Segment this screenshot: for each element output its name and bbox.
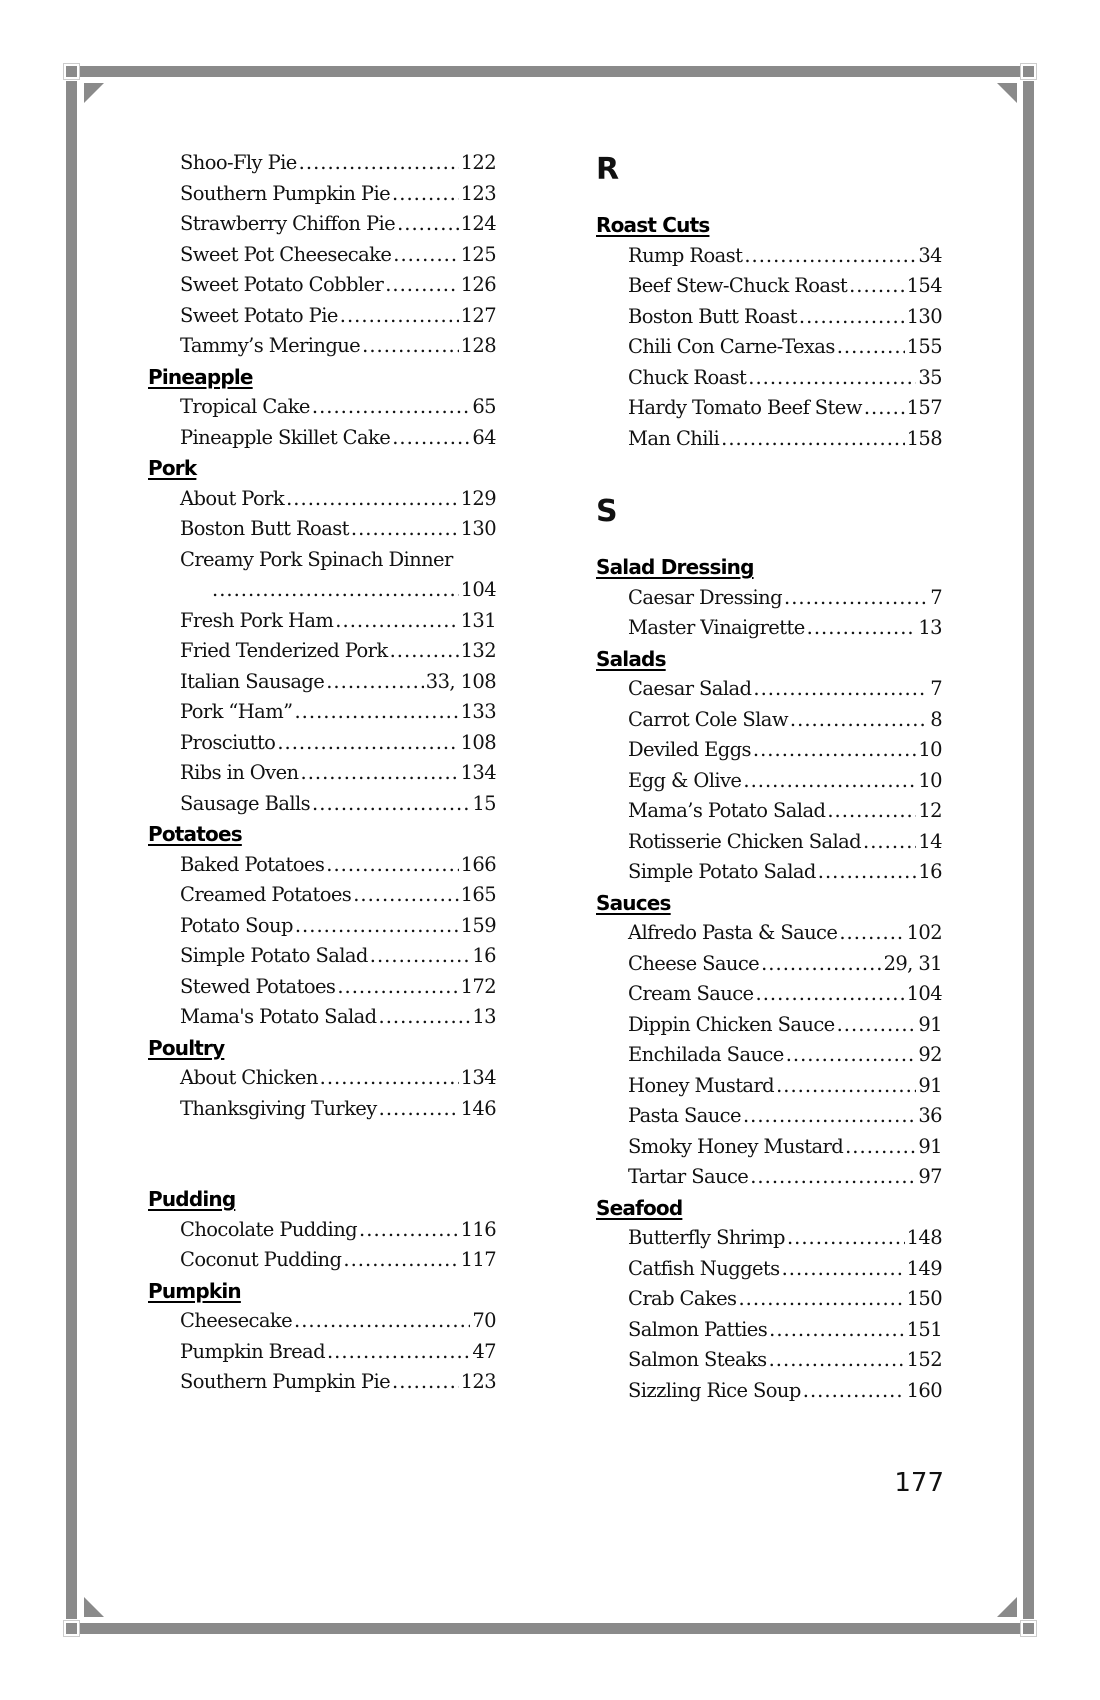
index-entry [148, 911, 496, 942]
entry-page: 117 [460, 1248, 496, 1271]
index-entry [148, 423, 496, 454]
entry-page: 125 [460, 242, 496, 266]
dot-leader [327, 1337, 470, 1367]
entry-name: Tartar Sauce [628, 1165, 749, 1188]
entry-page: 154 [906, 274, 942, 297]
entry-name: Deviled Eggs [628, 738, 751, 761]
index-entry [148, 270, 496, 301]
index-entry [148, 606, 496, 637]
dot-leader [753, 735, 916, 765]
dot-leader [385, 270, 458, 300]
index-entry [148, 972, 496, 1003]
category-heading-poultry: Poultry [148, 1035, 225, 1060]
index-entry [148, 1306, 496, 1337]
index-entry [148, 484, 496, 515]
index-entry [148, 545, 496, 606]
dot-leader [359, 1215, 459, 1245]
entry-page: 15 [472, 791, 496, 815]
entry-page: 108 [460, 730, 496, 754]
entry-page: 157 [906, 396, 942, 419]
entry-page: 12 [918, 799, 942, 822]
dot-leader [343, 1245, 458, 1275]
entry-name: Boston Butt Roast [628, 304, 797, 328]
index-entry [596, 1315, 942, 1346]
entry-name: Beef Stew-Chuck Roast [628, 274, 848, 297]
entry-name: Salmon Patties [628, 1317, 768, 1341]
entry-page: 130 [906, 304, 942, 328]
dot-leader [756, 979, 905, 1009]
dot-leader [379, 1002, 471, 1032]
entry-name: Smoky Honey Mustard [628, 1134, 844, 1158]
index-entry [596, 393, 942, 424]
entry-page: 104 [906, 982, 942, 1005]
dot-leader [351, 514, 459, 544]
dot-leader [827, 796, 916, 826]
entry-page: 13 [918, 616, 942, 639]
dot-leader [390, 636, 459, 666]
entry-page: 29, 31 [883, 951, 942, 975]
entry-page: 14 [918, 829, 942, 853]
entry-name: Tropical Cake [180, 395, 310, 418]
index-entry [596, 1223, 942, 1254]
dot-leader [312, 789, 470, 819]
dot-leader [353, 880, 458, 910]
index-entry [148, 667, 496, 698]
index-entry [148, 514, 496, 545]
entry-page: 160 [906, 1378, 942, 1402]
entry-name: Italian Sausage [180, 669, 325, 693]
frame-right-border [1023, 81, 1034, 1619]
section-letter-s: S [596, 494, 618, 529]
index-entry [148, 1367, 496, 1398]
entry-page: 64 [472, 425, 496, 449]
category-heading-pineapple: Pineapple [148, 364, 253, 389]
entry-page: 33, 108 [425, 669, 496, 693]
dot-leader [837, 1010, 917, 1040]
entry-name: Honey Mustard [628, 1073, 775, 1097]
dot-leader [392, 1367, 459, 1397]
entry-page: 158 [906, 426, 942, 450]
dot-leader [312, 392, 471, 422]
index-entry [148, 636, 496, 667]
index-entry [148, 301, 496, 332]
frame-corner-square-icon [1023, 1623, 1034, 1634]
entry-name: Fried Tenderized Pork [180, 639, 388, 662]
entry-name: Man Chili [628, 426, 720, 450]
dot-leader [818, 857, 917, 887]
entry-name: Pork “Ham” [180, 700, 293, 723]
entry-name: Thanksgiving Turkey [180, 1096, 377, 1120]
entry-page: 131 [460, 608, 496, 632]
index-entry [596, 1162, 942, 1193]
entry-name: Tammy’s Meringue [180, 334, 361, 357]
category-heading-pork: Pork [148, 456, 197, 480]
entry-name: About Chicken [180, 1066, 318, 1089]
dot-leader [362, 331, 458, 361]
entry-name: Southern Pumpkin Pie [180, 1370, 391, 1393]
entry-name: Sausage Balls [180, 791, 311, 815]
dot-leader [326, 850, 458, 880]
entry-page: 70 [472, 1309, 496, 1332]
dot-leader [787, 1223, 905, 1253]
corner-triangle-icon [84, 83, 104, 103]
dot-leader [294, 1306, 470, 1336]
index-entry [596, 241, 942, 272]
dot-leader [392, 179, 459, 209]
entry-name: Creamed Potatoes [180, 883, 352, 906]
dot-leader [393, 240, 458, 270]
dot-leader [337, 972, 458, 1002]
entry-page: 10 [918, 738, 942, 761]
entry-page: 127 [460, 303, 496, 327]
entry-page: 133 [460, 700, 496, 723]
entry-page: 92 [918, 1043, 942, 1066]
entry-page: 150 [906, 1287, 942, 1310]
entry-page: 102 [906, 921, 942, 944]
corner-triangle-icon [84, 1597, 104, 1617]
category-heading-potatoes: Potatoes [148, 822, 242, 846]
entry-page: 134 [460, 761, 496, 784]
dot-leader [839, 918, 904, 948]
entry-name: Sweet Pot Cheesecake [180, 242, 392, 266]
index-entry [148, 209, 496, 240]
frame-left-border [66, 81, 77, 1619]
index-entry [148, 1063, 496, 1094]
dot-leader [370, 941, 471, 971]
entry-page: 91 [918, 1134, 942, 1158]
entry-name: Rotisserie Chicken Salad [628, 829, 862, 853]
index-entry [148, 1245, 496, 1276]
dot-leader [379, 1094, 459, 1124]
index-column-right [596, 148, 942, 1406]
entry-name: Boston Butt Roast [180, 517, 349, 540]
index-entry [596, 857, 942, 888]
entry-page: 152 [906, 1348, 942, 1371]
index-entry [148, 392, 496, 423]
entry-page: 123 [460, 181, 496, 205]
index-entry [596, 766, 942, 797]
dot-leader [748, 363, 916, 393]
dot-leader [784, 583, 928, 613]
entry-name: Cheese Sauce [628, 951, 760, 975]
index-entry [596, 1010, 942, 1041]
dot-leader [769, 1345, 905, 1375]
entry-page: 155 [906, 335, 942, 358]
entry-page: 146 [460, 1096, 496, 1120]
index-entry [596, 979, 942, 1010]
dot-leader [299, 148, 459, 178]
index-entry [596, 949, 942, 980]
index-entry [148, 789, 496, 820]
index-entry [596, 302, 942, 333]
entry-page: 123 [460, 1370, 496, 1393]
index-entry [596, 1284, 942, 1315]
entry-name: Hardy Tomato Beef Stew [628, 396, 862, 419]
dot-leader [803, 1376, 905, 1406]
dot-leader [790, 705, 928, 735]
entry-name: Enchilada Sauce [628, 1043, 784, 1066]
index-entry [596, 363, 942, 394]
dot-leader [845, 1132, 916, 1162]
entry-page: 35 [918, 365, 942, 389]
entry-page: 97 [918, 1165, 942, 1188]
dot-leader [738, 1284, 904, 1314]
index-entry [148, 148, 496, 179]
index-entry [148, 697, 496, 728]
dot-leader [326, 667, 424, 697]
entry-page: 128 [460, 334, 496, 357]
category-heading-seafood: Seafood [596, 1195, 683, 1220]
index-entry [596, 918, 942, 949]
dot-leader [301, 758, 459, 788]
frame-corner-square-icon [66, 66, 77, 77]
index-entry [148, 179, 496, 210]
entry-name: Cheesecake [180, 1309, 293, 1332]
dot-leader [294, 697, 458, 727]
entry-name: Egg & Olive [628, 768, 742, 792]
index-entry [148, 1002, 496, 1033]
entry-page: 7 [930, 677, 942, 700]
category-heading-pumpkin: Pumpkin [148, 1278, 241, 1303]
entry-page: 126 [460, 273, 496, 296]
entry-page: 159 [460, 913, 496, 937]
entry-page: 122 [460, 151, 496, 174]
entry-page: 149 [906, 1256, 942, 1280]
entry-page: 130 [460, 517, 496, 540]
entry-page: 166 [460, 852, 496, 876]
entry-page: 10 [918, 768, 942, 792]
entry-page: 8 [930, 707, 942, 731]
entry-name: Pineapple Skillet Cake [180, 425, 391, 449]
entry-page: 165 [460, 883, 496, 906]
entry-page: 116 [460, 1217, 496, 1241]
index-entry [596, 332, 942, 363]
dot-leader [743, 1101, 916, 1131]
dot-leader [776, 1071, 916, 1101]
category-heading-salads: Salads [596, 646, 666, 671]
entry-name: Baked Potatoes [180, 852, 325, 876]
dot-leader [837, 332, 905, 362]
entry-name: About Pork [180, 486, 285, 510]
entry-page: 34 [918, 243, 942, 267]
entry-name: Cream Sauce [628, 982, 754, 1005]
entry-name: Fresh Pork Ham [180, 608, 334, 632]
entry-name: Salmon Steaks [628, 1348, 767, 1371]
dot-leader [397, 209, 459, 239]
entry-name: Sweet Potato Cobbler [180, 273, 384, 296]
entry-name: Potato Soup [180, 913, 293, 937]
index-entry [596, 674, 942, 705]
entry-name: Chuck Roast [628, 365, 747, 389]
entry-name: Strawberry Chiffon Pie [180, 212, 396, 235]
dot-leader [295, 911, 459, 941]
entry-name: Caesar Salad [628, 677, 752, 700]
index-entry [148, 331, 496, 362]
entry-page: 91 [918, 1073, 942, 1097]
dot-leader [864, 393, 905, 423]
index-entry [148, 880, 496, 911]
dot-leader [807, 613, 917, 643]
entry-page: 16 [918, 860, 942, 883]
entry-name: Mama’s Potato Salad [628, 799, 826, 822]
entry-page: 47 [472, 1339, 496, 1363]
index-entry [596, 583, 942, 614]
entry-page: 132 [460, 639, 496, 662]
entry-name: Sweet Potato Pie [180, 303, 338, 327]
entry-page: 91 [918, 1012, 942, 1036]
index-column-left [148, 148, 496, 1398]
entry-name: Pasta Sauce [628, 1104, 741, 1127]
category-heading-roast-cuts: Roast Cuts [596, 213, 710, 237]
dot-leader [761, 949, 881, 979]
entry-name: Southern Pumpkin Pie [180, 181, 391, 205]
entry-page: 148 [906, 1226, 942, 1249]
entry-name: Simple Potato Salad [628, 860, 816, 883]
index-entry [148, 1337, 496, 1368]
category-heading-sauces: Sauces [596, 890, 671, 915]
entry-name: Stewed Potatoes [180, 974, 336, 998]
index-entry [596, 1101, 942, 1132]
entry-name: Ribs in Oven [180, 761, 299, 784]
dot-leader [340, 301, 459, 331]
index-entry [148, 1215, 496, 1246]
index-entry [596, 1376, 942, 1407]
entry-name: Simple Potato Salad [180, 944, 368, 967]
entry-name: Creamy Pork Spinach Dinner [180, 547, 453, 571]
dot-leader [320, 1063, 459, 1093]
corner-triangle-icon [997, 1597, 1017, 1617]
index-entry [596, 796, 942, 827]
entry-name: Master Vinaigrette [628, 616, 805, 639]
entry-page: 134 [460, 1066, 496, 1089]
index-entry [596, 271, 942, 302]
dot-leader [392, 423, 470, 453]
entry-name: Butterfly Shrimp [628, 1226, 785, 1249]
index-entry [596, 1254, 942, 1285]
index-entry [148, 240, 496, 271]
category-heading-pudding: Pudding [148, 1187, 236, 1211]
entry-name: Chocolate Pudding [180, 1217, 358, 1241]
entry-name: Catfish Nuggets [628, 1256, 780, 1280]
frame-corner-square-icon [66, 1623, 77, 1634]
dot-leader [769, 1315, 904, 1345]
dot-leader [750, 1162, 916, 1192]
category-heading-salad-dressing: Salad Dressing [596, 555, 754, 579]
frame-corner-square-icon [1023, 66, 1034, 77]
page-number: 177 [894, 1468, 944, 1498]
index-entry [148, 1094, 496, 1125]
index-entry [148, 941, 496, 972]
entry-page: 124 [460, 212, 496, 235]
index-entry [596, 1071, 942, 1102]
index-entry [596, 1345, 942, 1376]
dot-leader [286, 484, 458, 514]
entry-name: Dippin Chicken Sauce [628, 1012, 835, 1036]
entry-name: Coconut Pudding [180, 1248, 342, 1271]
index-entry [596, 1132, 942, 1163]
entry-name: Mama's Potato Salad [180, 1005, 377, 1028]
dot-leader [744, 241, 916, 271]
entry-name: Crab Cakes [628, 1287, 737, 1310]
entry-name: Shoo-Fly Pie [180, 151, 297, 174]
dot-leader [753, 674, 928, 704]
index-entry [596, 735, 942, 766]
entry-page: 104 [460, 578, 496, 601]
entry-name: Caesar Dressing [628, 585, 783, 609]
dot-leader [849, 271, 904, 301]
index-entry [148, 728, 496, 759]
entry-page: 129 [460, 486, 496, 510]
section-letter-r: R [596, 152, 620, 187]
entry-page: 151 [906, 1317, 942, 1341]
frame-top-border [80, 66, 1020, 77]
entry-page: 65 [472, 395, 496, 418]
entry-name: Pumpkin Bread [180, 1339, 325, 1363]
entry-name: Rump Roast [628, 243, 743, 267]
entry-name: Sizzling Rice Soup [628, 1378, 801, 1402]
index-entry [596, 424, 942, 455]
entry-name: Chili Con Carne-Texas [628, 335, 835, 358]
index-entry [596, 1040, 942, 1071]
dot-leader [212, 575, 459, 606]
index-entry [148, 850, 496, 881]
index-entry [148, 758, 496, 789]
dot-leader [277, 728, 458, 758]
dot-leader [782, 1254, 905, 1284]
entry-page: 13 [472, 1005, 496, 1028]
index-entry [596, 827, 942, 858]
dot-leader [786, 1040, 917, 1070]
dot-leader [863, 827, 916, 857]
dot-leader [721, 424, 904, 454]
entry-page: 172 [460, 974, 496, 998]
corner-triangle-icon [997, 83, 1017, 103]
entry-name: Alfredo Pasta & Sauce [628, 921, 838, 944]
entry-page: 16 [472, 944, 496, 967]
entry-name: Carrot Cole Slaw [628, 707, 788, 731]
index-entry [596, 613, 942, 644]
dot-leader [743, 766, 916, 796]
frame-bottom-border [80, 1623, 1020, 1634]
index-entry [596, 705, 942, 736]
dot-leader [335, 606, 458, 636]
entry-page: 7 [930, 585, 942, 609]
dot-leader [799, 302, 905, 332]
entry-page: 36 [918, 1104, 942, 1127]
entry-name: Prosciutto [180, 730, 276, 754]
